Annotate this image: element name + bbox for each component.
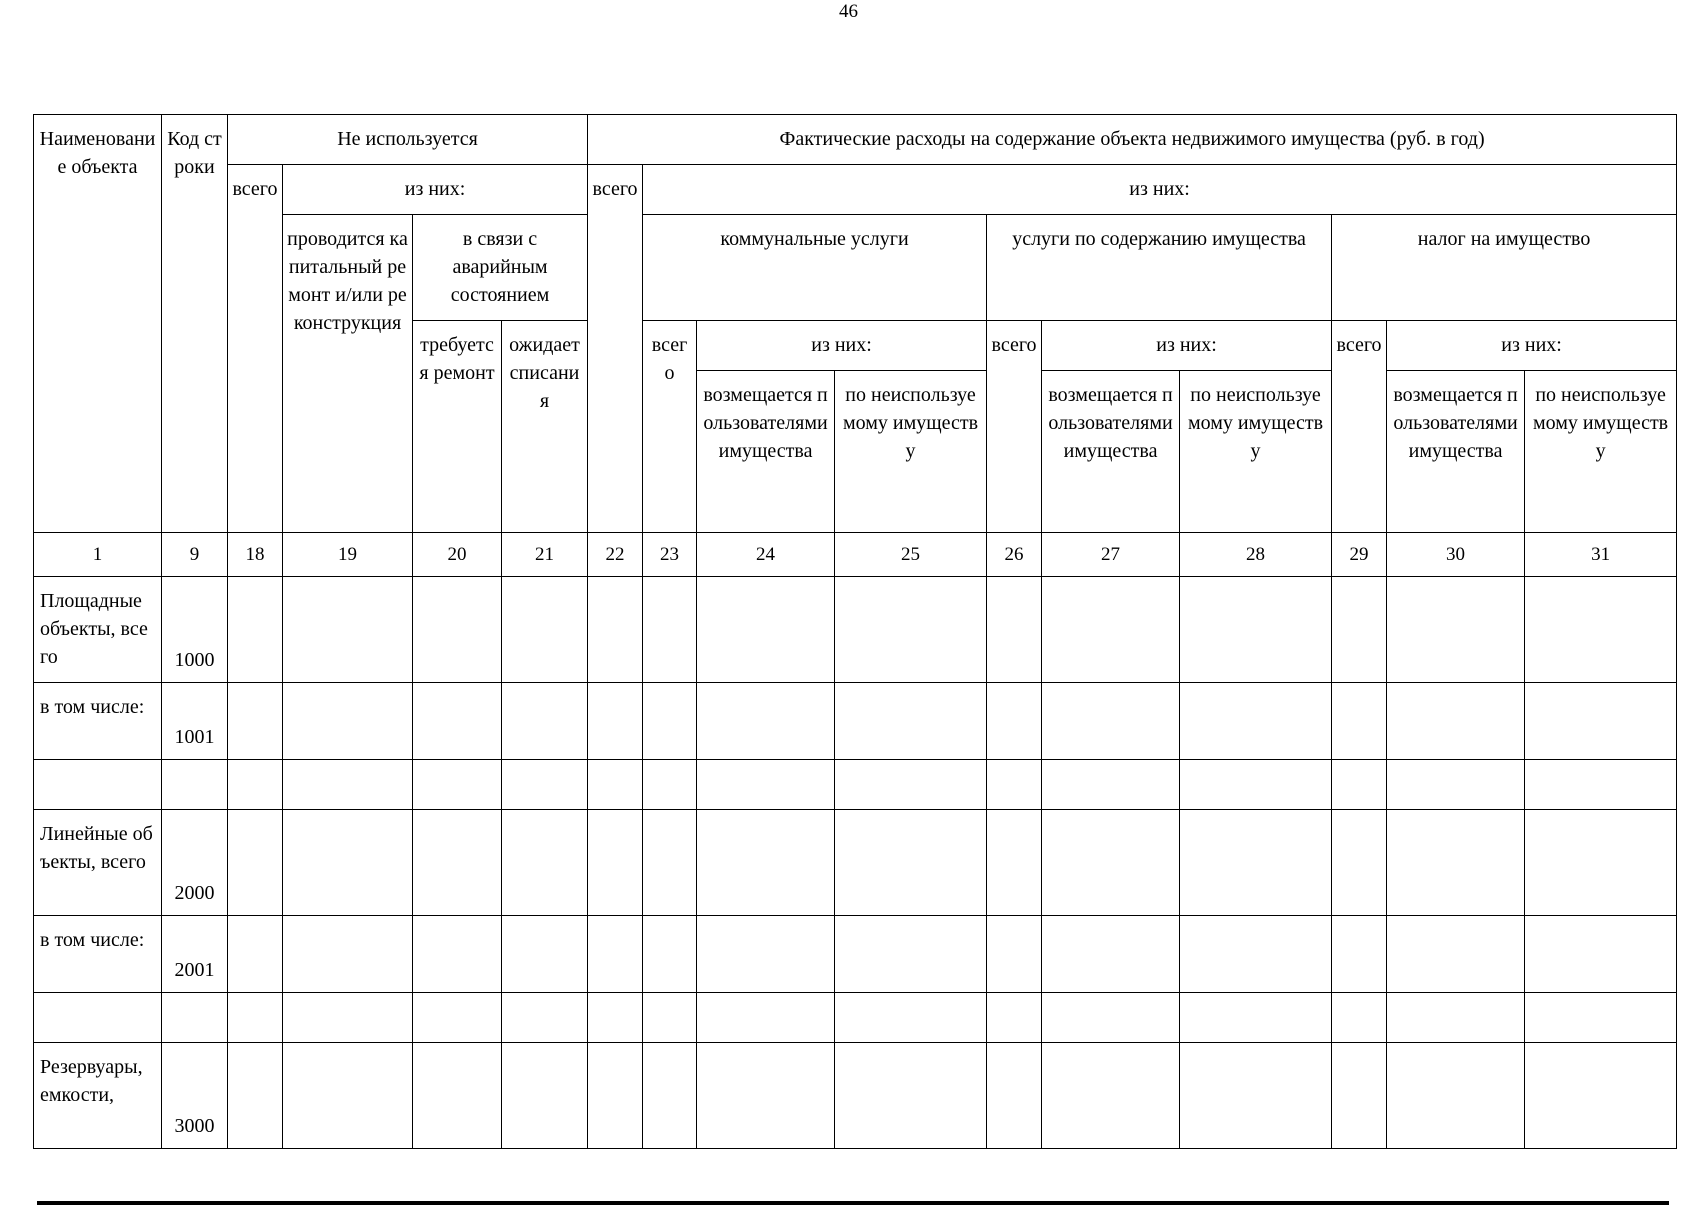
data-cell[interactable] [588,810,643,916]
data-cell[interactable] [1387,1043,1525,1149]
data-cell[interactable] [228,1043,283,1149]
data-cell[interactable] [1387,577,1525,683]
data-cell[interactable] [1042,993,1180,1043]
data-cell[interactable] [697,916,835,993]
data-cell[interactable] [413,683,502,760]
header-repair-needed: требуется ремонт [413,321,502,533]
column-number: 29 [1332,533,1387,577]
row-code: 1001 [162,683,228,760]
bottom-divider [37,1201,1669,1205]
data-cell[interactable] [987,1043,1042,1149]
data-cell[interactable] [588,760,643,810]
data-cell[interactable] [1387,810,1525,916]
object-name: Площадные объекты, всего [34,577,162,683]
data-cell[interactable] [1042,760,1180,810]
data-cell[interactable] [643,760,697,810]
data-cell[interactable] [1332,993,1387,1043]
table-row [34,577,1677,683]
row-code[interactable] [162,760,228,810]
column-number: 9 [162,533,228,577]
object-name: Линейные объекты, всего [34,810,162,916]
data-cell[interactable] [283,916,413,993]
data-cell[interactable] [1525,916,1677,993]
data-cell[interactable] [1387,683,1525,760]
data-cell[interactable] [1332,1043,1387,1149]
data-cell[interactable] [1525,760,1677,810]
data-cell[interactable] [228,760,283,810]
data-cell[interactable] [1387,993,1525,1043]
header-awaiting-writeoff: ожидает списания [502,321,588,533]
header-maintenance-services: услуги по содержанию имущества [987,215,1332,321]
header-not-used-total: всего [228,165,283,533]
data-cell[interactable] [835,993,987,1043]
data-cell[interactable] [835,1043,987,1149]
column-numbers-row [34,533,1677,577]
header-expenses-of-them: из них: [643,165,1677,215]
data-cell[interactable] [283,810,413,916]
data-cell[interactable] [502,810,588,916]
header-emergency-state: в связи с аварийным состоянием [413,215,588,321]
object-name: в том числе: [34,683,162,760]
data-cell[interactable] [502,760,588,810]
column-number: 23 [643,533,697,577]
data-cell[interactable] [502,916,588,993]
header-capital-repair: проводится капитальный ремонт и/или реконструкция [283,215,413,533]
data-cell[interactable] [413,810,502,916]
table-row [34,993,1677,1043]
table-row [34,760,1677,810]
column-number: 26 [987,533,1042,577]
data-cell[interactable] [228,810,283,916]
column-number: 25 [835,533,987,577]
column-number: 27 [1042,533,1180,577]
data-cell[interactable] [413,916,502,993]
data-cell[interactable] [413,1043,502,1149]
data-cell[interactable] [643,683,697,760]
data-cell[interactable] [283,577,413,683]
data-cell[interactable] [987,760,1042,810]
data-cell[interactable] [1332,760,1387,810]
data-cell[interactable] [1042,577,1180,683]
data-cell[interactable] [502,993,588,1043]
row-code: 1000 [162,577,228,683]
data-cell[interactable] [283,993,413,1043]
page-number: 46 [839,1,858,22]
data-cell[interactable] [697,993,835,1043]
row-code: 3000 [162,1043,228,1149]
data-cell[interactable] [835,683,987,760]
data-cell[interactable] [1180,1043,1332,1149]
header-utilities: коммунальные услуги [643,215,987,321]
data-cell[interactable] [1525,683,1677,760]
data-cell[interactable] [987,577,1042,683]
table-row [34,1043,1677,1149]
column-number: 21 [502,533,588,577]
data-cell[interactable] [697,810,835,916]
data-cell[interactable] [228,577,283,683]
data-cell[interactable] [1387,760,1525,810]
data-cell[interactable] [643,1043,697,1149]
object-name: Резервуары, емкости, [34,1043,162,1149]
data-cell[interactable] [1387,916,1525,993]
data-cell[interactable] [1180,993,1332,1043]
data-cell[interactable] [413,577,502,683]
data-cell[interactable] [1332,683,1387,760]
header-utilities-total: всего [643,321,697,533]
column-number: 20 [413,533,502,577]
table-row [34,916,1677,993]
header-property-tax: налог на имущество [1332,215,1677,321]
data-cell[interactable] [835,916,987,993]
data-cell[interactable] [228,993,283,1043]
row-code[interactable] [162,993,228,1043]
data-cell[interactable] [588,577,643,683]
column-number: 28 [1180,533,1332,577]
data-cell[interactable] [697,577,835,683]
data-cell[interactable] [1180,760,1332,810]
table-row [34,810,1677,916]
data-cell[interactable] [283,1043,413,1149]
data-cell[interactable] [987,683,1042,760]
header-maintenance-reimbursed: возмещается пользователями имущества [1042,371,1180,533]
data-cell[interactable] [1180,916,1332,993]
data-cell[interactable] [1180,810,1332,916]
data-cell[interactable] [502,577,588,683]
data-cell[interactable] [643,916,697,993]
data-cell[interactable] [588,993,643,1043]
header-utilities-unused: по неиспользуемому имуществу [835,371,987,533]
column-number: 18 [228,533,283,577]
header-maintenance-of-them: из них: [1042,321,1332,371]
header-object-name: Наименование объекта [34,115,162,533]
data-cell[interactable] [588,1043,643,1149]
header-tax-unused: по неиспользуемому имуществу [1525,371,1677,533]
column-number: 1 [34,533,162,577]
data-cell[interactable] [987,810,1042,916]
column-number: 30 [1387,533,1525,577]
column-number: 31 [1525,533,1677,577]
data-cell[interactable] [502,683,588,760]
data-cell[interactable] [1180,683,1332,760]
header-expenses-total: всего [588,165,643,533]
header-maintenance-unused: по неиспользуемому имуществу [1180,371,1332,533]
data-cell[interactable] [1042,810,1180,916]
data-cell[interactable] [643,993,697,1043]
data-cell[interactable] [697,1043,835,1149]
data-cell[interactable] [283,760,413,810]
object-name[interactable] [34,760,162,810]
data-cell[interactable] [1332,577,1387,683]
header-utilities-reimbursed: возмещается пользователями имущества [697,371,835,533]
data-cell[interactable] [835,810,987,916]
data-cell[interactable] [1042,916,1180,993]
row-code: 2000 [162,810,228,916]
table-row [34,683,1677,760]
row-code: 2001 [162,916,228,993]
data-cell[interactable] [987,993,1042,1043]
property-expenses-table [33,114,1677,1149]
data-cell[interactable] [413,760,502,810]
data-cell[interactable] [283,683,413,760]
header-not-used-of-them: из них: [283,165,588,215]
data-cell[interactable] [413,993,502,1043]
data-cell[interactable] [1332,916,1387,993]
column-number: 19 [283,533,413,577]
header-maintenance-total: всего [987,321,1042,533]
data-cell[interactable] [588,916,643,993]
column-number: 24 [697,533,835,577]
column-number: 22 [588,533,643,577]
data-cell[interactable] [1525,577,1677,683]
data-cell[interactable] [697,683,835,760]
header-utilities-of-them: из них: [697,321,987,371]
object-name: в том числе: [34,916,162,993]
header-tax-reimbursed: возмещается пользователями имущества [1387,371,1525,533]
header-tax-total: всего [1332,321,1387,533]
data-cell[interactable] [1525,810,1677,916]
header-not-used: Не используется [228,115,588,165]
data-cell[interactable] [1180,577,1332,683]
data-cell[interactable] [228,916,283,993]
data-cell[interactable] [1042,1043,1180,1149]
data-cell[interactable] [228,683,283,760]
data-cell[interactable] [502,1043,588,1149]
object-name[interactable] [34,993,162,1043]
data-cell[interactable] [1042,683,1180,760]
header-tax-of-them: из них: [1387,321,1677,371]
data-cell[interactable] [835,760,987,810]
data-cell[interactable] [697,760,835,810]
header-row-code: Код строки [162,115,228,533]
data-cell[interactable] [643,810,697,916]
header-actual-expenses: Фактические расходы на содержание объекта недвижимого имущества (руб. в год) [588,115,1677,165]
data-cell[interactable] [1525,1043,1677,1149]
data-cell[interactable] [1332,810,1387,916]
data-cell[interactable] [643,577,697,683]
data-cell[interactable] [835,577,987,683]
data-cell[interactable] [1525,993,1677,1043]
data-cell[interactable] [588,683,643,760]
data-cell[interactable] [987,916,1042,993]
